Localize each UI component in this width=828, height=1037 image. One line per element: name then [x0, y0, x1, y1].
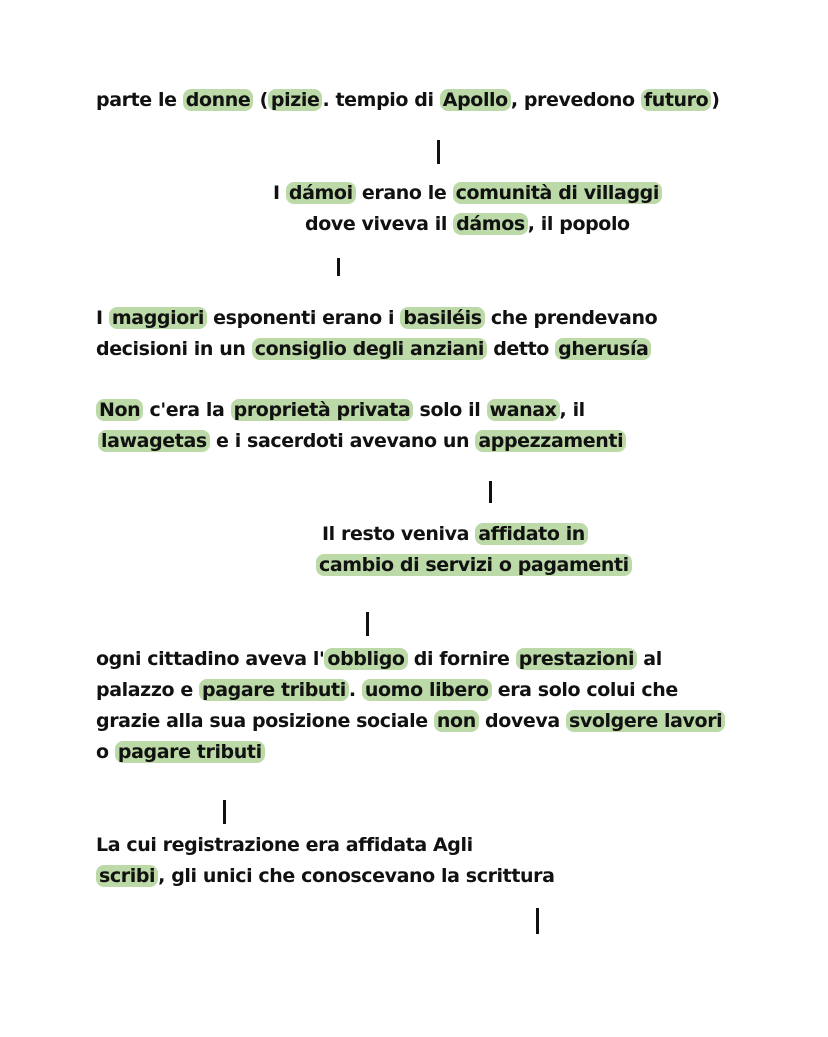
note-line-13 [96, 740, 265, 764]
note-text: al [637, 648, 662, 670]
note-text: e i sacerdoti avevano un [209, 430, 476, 452]
note-text: , gli unici che conoscevano la scrittura [158, 865, 555, 887]
highlighted-text: svolgere lavori [566, 710, 725, 732]
highlighted-text: dámoi [286, 182, 356, 204]
note-line-3 [305, 212, 630, 236]
note-line-6 [96, 398, 585, 422]
note-text: , il popolo [527, 213, 630, 235]
note-text: parte le [96, 89, 183, 111]
note-text: Il resto veniva [322, 523, 476, 545]
highlighted-text: donne [183, 89, 254, 111]
highlighted-text: consiglio degli anziani [252, 338, 487, 360]
note-text: decisioni in un [96, 338, 252, 360]
note-text: I [273, 182, 286, 204]
note-line-8 [322, 522, 588, 546]
note-line-1 [96, 88, 720, 112]
note-text: o [96, 741, 115, 763]
note-line-14 [96, 833, 473, 857]
note-text: , prevedono [510, 89, 641, 111]
highlighted-text: pagare tributi [115, 741, 265, 763]
note-text: grazie alla sua posizione sociale [96, 710, 434, 732]
highlighted-text: uomo libero [362, 679, 492, 701]
note-text: di fornire [407, 648, 516, 670]
highlighted-text: wanax [487, 399, 560, 421]
highlighted-text: Apollo [440, 89, 511, 111]
connector-arrow-1 [437, 140, 440, 164]
note-line-4 [96, 306, 657, 330]
highlighted-text: pagare tributi [199, 679, 349, 701]
note-text: ) [711, 89, 720, 111]
connector-arrow-6 [536, 908, 539, 934]
note-text: . [348, 679, 362, 701]
highlighted-text: cambio di servizi o pagamenti [316, 554, 632, 576]
highlighted-text: dámos [453, 213, 528, 235]
note-text: solo il [413, 399, 487, 421]
note-line-7 [98, 429, 626, 453]
note-text: era solo colui che [491, 679, 678, 701]
highlighted-text: maggiori [109, 307, 207, 329]
note-text: La cui registrazione era affidata Agli [96, 834, 473, 856]
highlighted-text: appezzamenti [475, 430, 626, 452]
note-line-2 [273, 181, 662, 205]
highlighted-text: Non [96, 399, 143, 421]
highlighted-text: gherusía [555, 338, 651, 360]
highlighted-text: comunità di villaggi [453, 182, 662, 204]
note-line-12 [96, 709, 725, 733]
note-text: erano le [355, 182, 453, 204]
note-line-9 [316, 553, 632, 577]
note-text: ogni cittadino aveva l' [96, 648, 325, 670]
connector-arrow-2 [337, 258, 340, 276]
highlighted-text: affidato in [475, 523, 588, 545]
highlighted-text: obbligo [324, 648, 407, 670]
highlighted-text: proprietà privata [231, 399, 414, 421]
highlighted-text: futuro [641, 89, 711, 111]
note-line-5 [96, 337, 651, 361]
note-text: doveva [478, 710, 566, 732]
note-text: , il [559, 399, 585, 421]
highlighted-text: lawagetas [98, 430, 210, 452]
connector-arrow-4 [366, 612, 369, 636]
connector-arrow-5 [223, 800, 226, 824]
highlighted-text: non [434, 710, 479, 732]
note-text: palazzo e [96, 679, 200, 701]
note-line-15 [96, 864, 555, 888]
highlighted-text: prestazioni [516, 648, 637, 670]
note-text: ( [253, 89, 268, 111]
note-text: detto [486, 338, 556, 360]
note-text: che prendevano [484, 307, 658, 329]
highlighted-text: basiléis [400, 307, 484, 329]
highlighted-text: pizie [268, 89, 323, 111]
note-line-10 [96, 647, 662, 671]
highlighted-text: scribi [96, 865, 158, 887]
note-text: esponenti erano i [206, 307, 401, 329]
note-line-11 [96, 678, 678, 702]
connector-arrow-3 [489, 481, 492, 503]
note-text: . tempio di [322, 89, 440, 111]
note-text: I [96, 307, 109, 329]
note-text: dove viveva il [305, 213, 454, 235]
note-text: c'era la [143, 399, 231, 421]
